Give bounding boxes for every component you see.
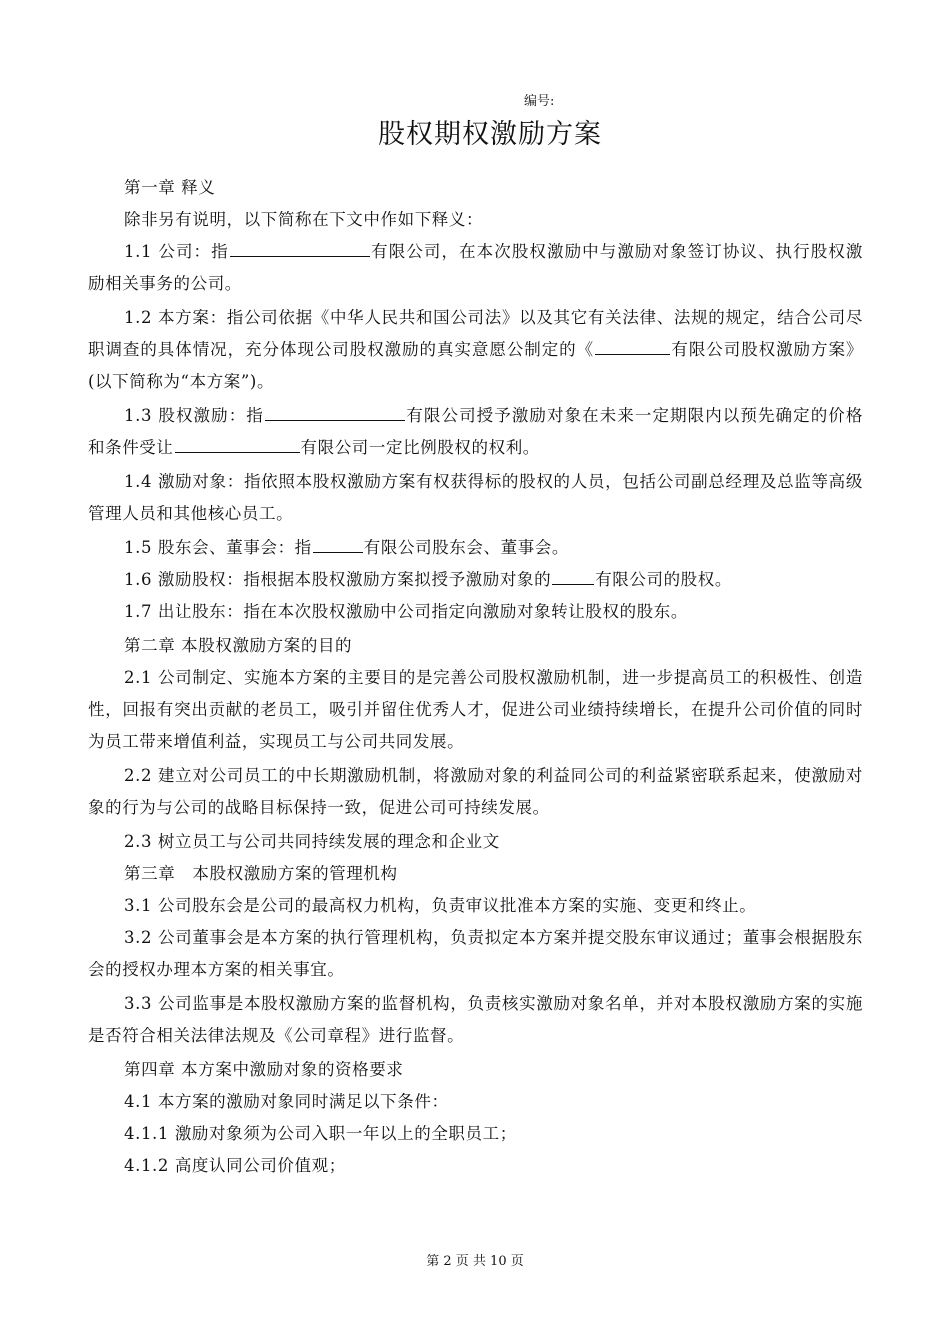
- fill-in-blank: [313, 535, 363, 553]
- clause-1-5-text-a: 1.5 股东会、董事会：指: [124, 538, 312, 557]
- clause-2-3: 2.3 树立员工与公司共同持续发展的理念和企业文: [124, 832, 500, 851]
- clause-1-2: [88, 302, 863, 398]
- page-number-footer: 第 2 页 共 10 页: [426, 1254, 524, 1269]
- clause-3-1: 3.1 公司股东会是公司的最高权力机构，负责审议批准本方案的实施、变更和终止。: [124, 896, 757, 915]
- clause-3-2: 3.2 公司董事会是本方案的执行管理机构，负责拟定本方案并提交股东审议通过；董事会根据股东会的授权办理本方案的相关事宜。: [88, 928, 863, 979]
- clause-1-5: [88, 532, 863, 564]
- clause-1-1: [88, 236, 863, 300]
- clause-1-3-text-b: 有限公司授予激励对象在未来一定期限内以预先确定的价格和条件受让: [88, 406, 863, 457]
- clause-1-1-text-b: 有限公司，在本次股权激励中与激励对象签订协议、执行股权激励相关事务的公司。: [88, 242, 863, 293]
- clause-1-4: 1.4 激励对象：指依照本股权激励方案有权获得标的股权的人员，包括公司副总经理及总监等高级管理人员和其他核心员工。: [88, 472, 863, 523]
- clause-1-6-text-a: 1.6 激励股权：指根据本股权激励方案拟授予激励对象的: [124, 570, 552, 589]
- clause-1-6-text-b: 有限公司的股权。: [595, 570, 732, 589]
- clause-1-1-text-a: 1.1 公司：指: [124, 242, 229, 261]
- clause-1-6: [88, 564, 863, 596]
- clause-2-2: 2.2 建立对公司员工的中长期激励机制，将激励对象的利益同公司的利益紧密联系起来，使激励对象的行为与公司的战略目标保持一致，促进公司可持续发展。: [88, 766, 863, 817]
- clause-1-3: [88, 400, 863, 464]
- fill-in-blank: [230, 239, 370, 257]
- document-title: 股权期权激励方案: [378, 119, 602, 150]
- clause-4-1: 4.1 本方案的激励对象同时满足以下条件：: [124, 1092, 449, 1111]
- serial-number-label: 编号:: [524, 94, 555, 109]
- clause-1-2-text-a: 1.2 本方案：指公司依据《中华人民共和国公司法》以及其它有关法律、法规的规定，结合公司尽职调查的具体情况，充分体现公司股权激励的真实意愿公制定的《: [88, 308, 863, 359]
- clause-1-7: 1.7 出让股东：指在本次股权激励中公司指定向激励对象转让股权的股东。: [124, 602, 688, 621]
- chapter-1-heading: 第一章 释义: [124, 178, 216, 197]
- fill-in-blank: [595, 337, 670, 355]
- fill-in-blank: [265, 403, 405, 421]
- clause-4-1-1: 4.1.1 激励对象须为公司入职一年以上的全职员工；: [124, 1124, 517, 1143]
- clause-1-3-text-c: 有限公司一定比例股权的权利。: [300, 438, 540, 457]
- clause-2-1: 2.1 公司制定、实施本方案的主要目的是完善公司股权激励机制，进一步提高员工的积极性、创造性，回报有突出贡献的老员工，吸引并留住优秀人才，促进公司业绩持续增长，在提升公司价值的同时为员工带来增值利益，实现员工与公司共同发展。: [88, 668, 863, 751]
- chapter-3-heading: 第三章 本股权激励方案的管理机构: [124, 864, 398, 883]
- clause-1-2-text-b: 有限公司股权激励方案》(以下简称为“本方案”)。: [88, 340, 863, 391]
- clause-3-3: 3.3 公司监事是本股权激励方案的监督机构，负责核实激励对象名单，并对本股权激励方案的实施是否符合相关法律法规及《公司章程》进行监督。: [88, 994, 863, 1045]
- clause-4-1-2: 4.1.2 高度认同公司价值观；: [124, 1156, 346, 1175]
- clause-1-3-text-a: 1.3 股权激励：指: [124, 406, 264, 425]
- chapter-1-intro: 除非另有说明，以下简称在下文中作如下释义：: [124, 210, 484, 229]
- fill-in-blank: [175, 435, 300, 453]
- chapter-2-heading: 第二章 本股权激励方案的目的: [124, 636, 353, 655]
- clause-1-5-text-b: 有限公司股东会、董事会。: [363, 538, 569, 557]
- fill-in-blank: [552, 567, 594, 585]
- chapter-4-heading: 第四章 本方案中激励对象的资格要求: [124, 1060, 404, 1079]
- document-body: [88, 172, 863, 1182]
